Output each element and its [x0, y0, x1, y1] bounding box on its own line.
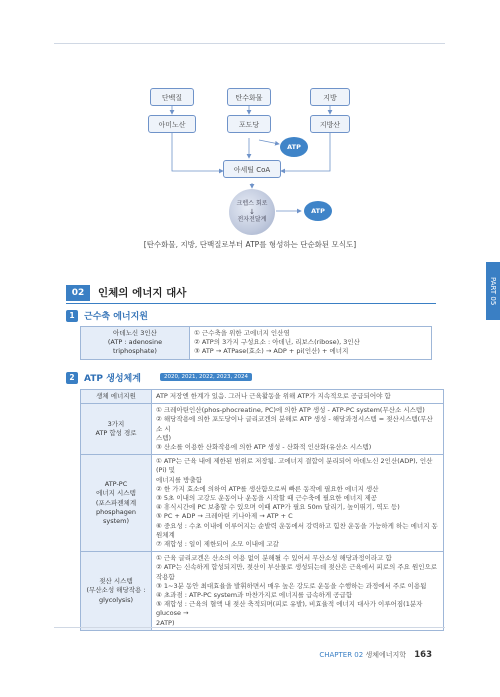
- table-row: [81, 552, 444, 631]
- list-item: ③ ATP → ATPase(효소) → ADP + pi(인산) + 에너지: [194, 347, 349, 356]
- list-item: ATP 저장엔 한계가 있음. 그러나 근육활동을 위해 ATP가 지속적으로 공급되어야 함: [156, 392, 391, 400]
- metabolism-diagram: [122, 48, 374, 248]
- node-fat: 지방: [310, 88, 350, 106]
- list-item: ⑥ 중요성 : 수초 이내에 이루어지는 순발력 운동에서 강력하고 힘찬 운동을 가능하게 하는 에너지 동원체계: [156, 521, 438, 539]
- list-item: ① 근수축을 위한 고에너지 인산염: [194, 329, 290, 337]
- row-label-cell: [81, 390, 152, 404]
- list-item: 스템): [156, 433, 172, 442]
- section-heading: [66, 285, 426, 301]
- table-row: [81, 390, 444, 404]
- node-glucose: 포도당: [227, 115, 271, 133]
- table-row: [81, 404, 444, 455]
- atp-content-cell: [190, 327, 432, 360]
- bottom-rule: [54, 627, 445, 628]
- subsection-1-title: 근수축 에너지원: [84, 312, 148, 322]
- subsection-1-number: 1: [66, 310, 78, 322]
- table-row: [81, 455, 444, 552]
- page-number: 163: [414, 650, 432, 660]
- atp-krebs-badge: ATP: [304, 201, 332, 221]
- exam-years-badge: 2020, 2021, 2022, 2023, 2024: [160, 373, 252, 381]
- row-label-line: 젖산 시스템: [99, 577, 133, 586]
- diagram-caption: [탄수화물, 지방, 단백질로부터 ATP를 형성하는 단순화된 모식도]: [143, 240, 357, 249]
- cycle-label-krebs: 크렙스 회로: [236, 200, 268, 207]
- row-content-cell: [152, 552, 444, 631]
- atp-label-line: 아데노신 3인산: [113, 329, 157, 337]
- table-row: [81, 327, 432, 360]
- list-item: ④ 초과점 : ATP-PC system과 마찬가지로 에너지를 급속하게 공급함: [156, 591, 353, 600]
- row-label-line: (포스파젠체계: [95, 498, 137, 507]
- list-item: ⑦ 재합성 : 일이 제한되어 소모 이내에 고갈: [156, 540, 279, 549]
- row-label-cell: [81, 552, 152, 631]
- list-item: ③ 1~3분 동안 최대효율을 발휘하면서 매우 높은 강도로 운동을 수행하는 과정에서 주로 이용됨: [156, 581, 427, 590]
- atp-definition-table: [80, 326, 432, 360]
- row-label-line: 에너지 시스템: [96, 489, 136, 498]
- section-number: 02: [66, 285, 90, 301]
- row-label-line: glycolysis): [98, 595, 134, 604]
- node-acetyl-coa: 아세틸 CoA: [223, 160, 281, 178]
- node-protein: 단백질: [150, 88, 194, 106]
- node-fatty-acid: 지방산: [310, 115, 350, 133]
- list-item: ③ 5초 이내의 고강도 운동이나 운동을 시작할 때 근수축에 필요한 에너지 제공: [156, 494, 378, 503]
- row-label-line: 3가지: [107, 420, 125, 428]
- footer-chapter: CHAPTER 02: [319, 651, 364, 659]
- cycle-arrow-icon: ↓: [249, 208, 255, 216]
- atp-system-table: [80, 389, 444, 631]
- list-item: ② 한 가지 효소에 의하여 ATP를 생산함으로써 빠른 동작에 필요한 에너지 생산: [156, 484, 379, 493]
- list-item: ⑤ 재합성 : 근육의 혈액 내 젖산 축적되며(피로 유발), 비효율적 에너지 대사가 이루어짐(1분자 glucose →: [156, 600, 423, 618]
- krebs-etc-cycle: [229, 189, 275, 235]
- top-rule: [54, 43, 445, 44]
- page-footer: [319, 650, 432, 660]
- node-carbohydrate: 탄수화물: [227, 88, 271, 106]
- list-item: ④ 휴식시간에 PC 보충할 수 있으며 이때 ATP가 필요 50m 달리기, 높이뛰기, 역도 등): [156, 503, 400, 512]
- row-label-line: ATP 합성 경로: [95, 429, 137, 438]
- list-item: ② 해당작용에 의한 포도당이나 글리코겐의 분해로 ATP 생성 - 해당과정시스템 = 젖산시스템(무산소 시: [156, 415, 433, 433]
- row-label-cell: [81, 455, 152, 552]
- row-label-cell: [81, 404, 152, 455]
- row-label-line: 생체 에너지원: [96, 392, 136, 400]
- row-label-line: system): [102, 517, 130, 526]
- row-content-cell: [152, 455, 444, 552]
- row-label-line: (무산소성 해당작용 :: [86, 586, 146, 595]
- list-item: ③ 산소를 이용한 산화작용에 의한 ATP 생성 - 산화적 인산화(유산소 시스템): [156, 443, 372, 452]
- list-item: ② ATP의 3가지 구성요소 : 아데닌, 리보스(ribose), 3인산: [194, 338, 360, 347]
- section-divider: [66, 303, 436, 304]
- row-content-cell: [152, 390, 444, 404]
- list-item: ① 근육 글리코겐은 산소의 이용 없이 분해될 수 있어서 무산소성 해당과정이라고 함: [156, 554, 392, 563]
- list-item: ⑤ PC + ADP → 크레아틴 키나아제 → ATP + C: [156, 512, 293, 521]
- list-item: 에너지를 방출함: [156, 475, 203, 484]
- subsection-2-title: ATP 생성체계: [84, 374, 141, 384]
- list-item: ① ATP는 근육 내에 제한된 범위로 저장됨. 고에너지 결합이 분리되어 아데노신 2인산(ADP), 인산(Pi) 및: [156, 457, 433, 475]
- section-title: 인체의 에너지 대사: [98, 287, 187, 299]
- row-label-line: phosphagen: [95, 507, 137, 516]
- row-content-cell: [152, 404, 444, 455]
- cycle-label-etc: 전자전달계: [237, 216, 267, 223]
- list-item: 2ATP): [156, 618, 175, 627]
- atp-label-cell: [81, 327, 190, 360]
- row-label-line: ATP-PC: [104, 480, 128, 489]
- node-amino-acid: 아미노산: [148, 115, 196, 133]
- list-item: ① 크레아틴인산(phos-phocreatine, PC)에 의한 ATP 생성 - ATP-PC system(무산소 시스템): [156, 406, 425, 415]
- subsection-2-number: 2: [66, 372, 78, 384]
- atp-label-line: (ATP : adenosine triphosphate): [107, 338, 163, 356]
- footer-chapter-title: 생체에너지학: [365, 651, 407, 659]
- part-side-tab: PART 05: [486, 262, 500, 320]
- list-item: ② ATP는 신속하게 합성되지만, 젖산이 부산물로 생성되는데 젖산은 근육에서 피로의 주요 원인으로 작용함: [156, 563, 438, 581]
- atp-glycolysis-badge: ATP: [280, 137, 308, 157]
